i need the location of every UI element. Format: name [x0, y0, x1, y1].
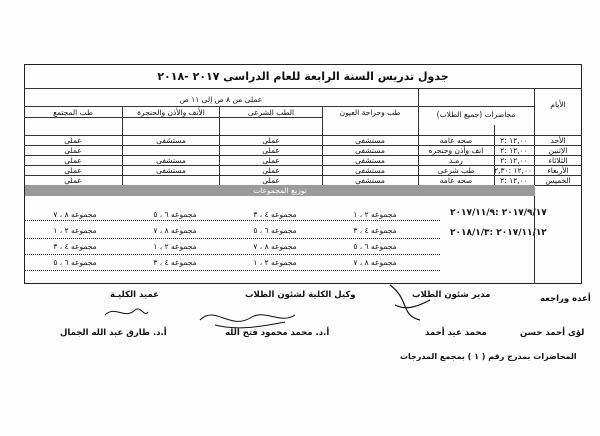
- manager-signature: [380, 280, 440, 330]
- vice-dean-name: أ.د. محمد محمود فتح الله: [225, 328, 330, 338]
- group-cell: مجموعه ٢ ، ١: [353, 210, 397, 219]
- group-cell: مجموعه ٦ ، ٥: [153, 210, 197, 219]
- lecture-cell: انف وأذن وحنجره: [428, 146, 484, 155]
- prepared-title: أعده وراجعه: [540, 294, 591, 304]
- grid-line: [24, 270, 440, 271]
- header-days: الأيام: [550, 100, 566, 109]
- date-range-2: ٢٠١٧/١١/١٢ :٢٠١٨/١/٣: [450, 228, 547, 238]
- time-cell: ١٢,٠٠ :٢: [500, 156, 528, 165]
- eyes-cell: مستشفى: [355, 176, 385, 185]
- group-cell: مجموعه ٢ ، ١: [53, 226, 97, 235]
- day-cell: الإثنين: [548, 146, 568, 155]
- group-cell: مجموعه ٦ ، ٥: [253, 226, 297, 235]
- forensic-cell: عملى: [262, 166, 280, 175]
- header-lectures: محاضرات (جميع الطلاب): [436, 110, 516, 119]
- group-cell: مجموعه ٤ ، ٣: [353, 226, 397, 235]
- dean-title: عميد الكليـة: [110, 290, 159, 300]
- community-cell: عملى: [64, 156, 82, 165]
- group-cell: مجموعه ٦ ، ٥: [353, 242, 397, 251]
- day-cell: الخميس: [545, 176, 571, 185]
- manager-title: مدير شئون الطلاب: [412, 290, 491, 300]
- group-cell: مجموعه ٢ ، ١: [153, 242, 197, 251]
- day-cell: الأربعاء: [547, 166, 569, 175]
- grid-line: [24, 88, 582, 89]
- time-cell: ١٢,٠٠ :٢: [500, 146, 528, 155]
- day-cell: الثلاثاء: [548, 156, 568, 165]
- lectures-note: المحاضرات بمدرج رقم ( ١ ) بمجمع المدرجات: [400, 352, 577, 361]
- groups-label: توزيع المجموعات: [253, 186, 307, 195]
- lecture-cell: صحه عامه: [439, 136, 473, 145]
- group-cell: مجموعه ٤ ، ٣: [153, 258, 197, 267]
- lecture-cell: طب شرعى: [437, 166, 475, 175]
- community-cell: عملى: [64, 166, 82, 175]
- grid-line: [494, 125, 495, 185]
- header-practical-time: عملى من ٨ ص إلى ١١ ص: [179, 95, 263, 104]
- group-cell: مجموعه ٤ ، ٣: [253, 210, 297, 219]
- grid-line: [24, 117, 322, 118]
- group-cell: مجموعه ٢ ، ١: [253, 258, 297, 267]
- lecture-cell: صحه عامه: [439, 176, 473, 185]
- grid-line: [24, 254, 440, 255]
- group-cell: مجموعه ٤ ، ٣: [53, 242, 97, 251]
- time-cell: ١٢,٠٠ :٢,٣٠: [494, 166, 532, 175]
- forensic-cell: عملى: [262, 156, 280, 165]
- community-cell: عملى: [64, 136, 82, 145]
- dean-name: أ.د. طارق عبد الله الجمال: [60, 328, 167, 338]
- header-eyes: طب وجراحة العيون: [339, 108, 401, 117]
- forensic-cell: عملى: [262, 146, 280, 155]
- grid-line: [322, 106, 323, 185]
- grid-line: [24, 106, 534, 107]
- eyes-cell: مستشفى: [355, 146, 385, 155]
- grid-line: [122, 106, 123, 185]
- prepared-name: لؤى أحمد حسن: [520, 328, 585, 338]
- grid-line: [24, 220, 440, 221]
- eyes-cell: مستشفى: [355, 156, 385, 165]
- dean-signature: [100, 300, 150, 325]
- group-cell: مجموعه ٨ ، ٧: [353, 258, 397, 267]
- header-community: طب المجتمع: [53, 108, 93, 117]
- ent-cell: مستشفى: [156, 166, 186, 175]
- lecture-cell: رمـد: [449, 156, 463, 165]
- manager-name: محمد عيد أحمد: [425, 328, 487, 338]
- group-cell: مجموعه ٦ ، ٥: [53, 258, 97, 267]
- header-forensic: الطب الشرعى: [247, 108, 295, 117]
- group-cell: مجموعه ٨ ، ٧: [253, 242, 297, 251]
- page-title: جدول تدريس السنة الرابعة للعام الدراسى ٢٠١٧ -٢٠١٨: [157, 70, 449, 83]
- time-cell: ١٢,٠٠ :٢: [500, 136, 528, 145]
- community-cell: عملى: [64, 176, 82, 185]
- eyes-cell: مستشفى: [355, 166, 385, 175]
- date-range-1: ٢٠١٧/٩/١٧ :٢٠١٧/١١/٩: [450, 208, 547, 218]
- community-cell: عملى: [64, 146, 82, 155]
- grid-line: [24, 238, 440, 239]
- forensic-cell: عملى: [262, 136, 280, 145]
- forensic-cell: عملى: [262, 176, 280, 185]
- vice-dean-title: وكيل الكلية لشئون الطلاب: [245, 290, 356, 300]
- day-cell: الأحد: [550, 136, 566, 145]
- ent-cell: مستشفى: [156, 156, 186, 165]
- grid-line: [418, 88, 419, 185]
- header-ent: الأنف والأذن والحنجرة: [137, 108, 205, 117]
- grid-line: [219, 106, 220, 185]
- eyes-cell: مستشفى: [355, 136, 385, 145]
- time-cell: ١٢,٠٠ :٢: [500, 176, 528, 185]
- ent-cell: مستشفى: [156, 136, 186, 145]
- group-cell: مجموعه ٨ ، ٧: [53, 210, 97, 219]
- group-cell: مجموعه ٨ ، ٧: [153, 226, 197, 235]
